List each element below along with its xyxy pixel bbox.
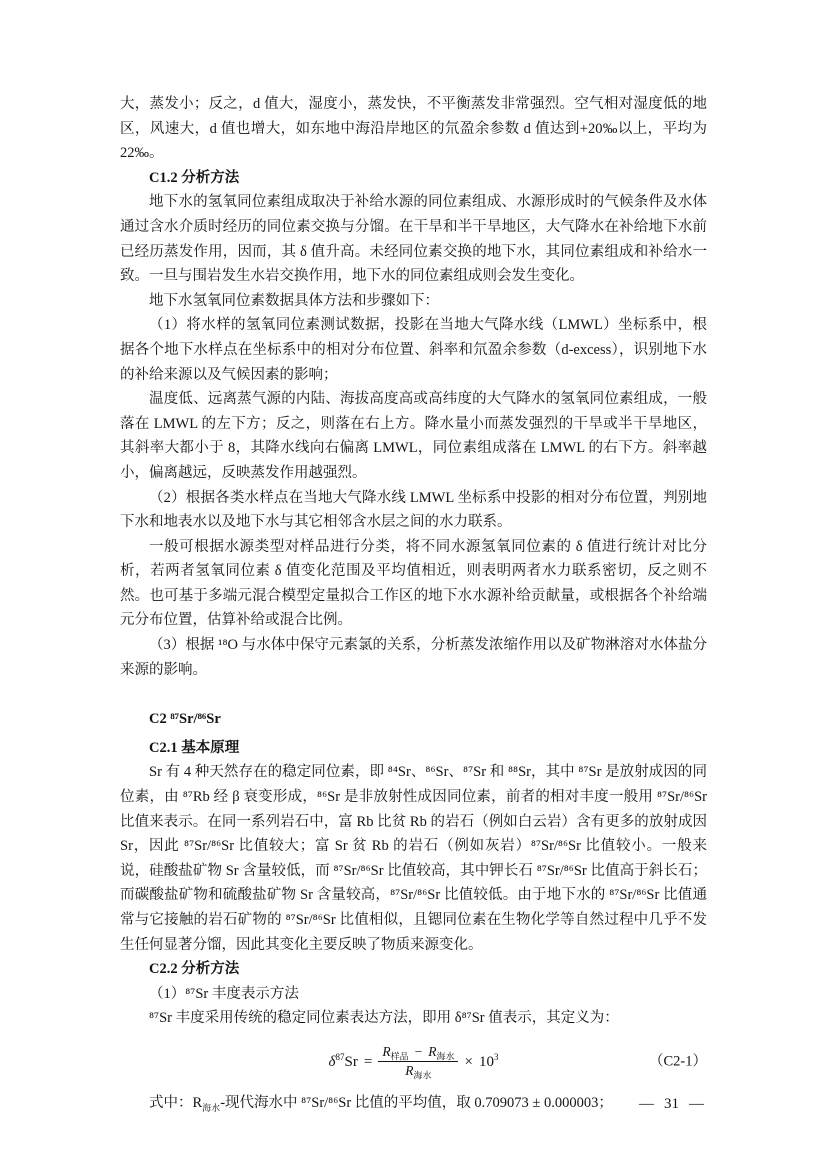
heading-c1-2: C1.2 分析方法 — [149, 169, 240, 186]
para-c21-1: Sr 有 4 种天然存在的稳定同位素，即 ⁸⁴Sr、⁸⁶Sr、⁸⁷Sr 和 ⁸⁸Sr，其中 ⁸⁷Sr 是放射成因的同位素，由 ⁸⁷Rb 经 β 衰变形成，⁸⁶Sr 是非放射性成因同位素，前者的相对丰度一般用 ⁸⁷Sr/⁸⁶Sr 比值来表示。在同一系列岩石中，富 Rb 比贫 Rb 的岩石（例如白云岩）含有更多的放射成因 Sr，因此 ⁸⁷Sr/⁸⁶Sr 比值较大；富 Sr 贫 Rb 的岩石（例如灰岩）⁸⁷Sr/⁸⁶Sr 比值较小。一般来说，硅酸盐矿物 Sr 含量较低，而 ⁸⁷Sr/⁸⁶Sr 比值较高，其中钾长石 ⁸⁷Sr/⁸⁶Sr 比值高于斜长石；而碳酸盐矿物和硫酸盐矿物 Sr 含量较高，⁸⁷Sr/⁸⁶Sr 比值较低。由于地下水的 ⁸⁷Sr/⁸⁶Sr 比值通常与它接触的岩石矿物的 ⁸⁷Sr/⁸⁶Sr 比值相似，且锶同位素在生物化学等自然过程中几乎不发生任何显著分馏，因此其变化主要反映了物质来源变化。 — [120, 764, 707, 953]
fraction — [378, 1044, 458, 1081]
page-number — [639, 1096, 704, 1113]
para-c22-2: ⁸⁷Sr 丰度采用传统的稳定同位素表达方法，即用 δ⁸⁷Sr 值表示，其定义为： — [149, 1010, 619, 1027]
where-note-subscript: 海水 — [202, 1102, 221, 1113]
isotope-superscript: 87 — [335, 1051, 345, 1062]
base-ten: 10 — [478, 1053, 494, 1070]
heading-c2-1: C2.1 基本原理 — [149, 739, 240, 756]
para-c12-5: （2）根据各类水样点在当地大气降水线 LMWL 坐标系中投影的相对分布位置，判别地下水和地表水以及地下水与其它相邻含水层之间的水力联系。 — [120, 489, 707, 531]
footer-page-number: 31 — [664, 1096, 679, 1112]
r-seawater-symbol: R — [428, 1043, 437, 1059]
para-c22-1: （1）⁸⁷Sr 丰度表示方法 — [149, 985, 299, 1002]
equals-sign: = — [363, 1053, 373, 1070]
r-sample-symbol: R — [382, 1043, 391, 1059]
where-note-prefix: 式中：R — [149, 1094, 203, 1111]
para-c12-2: 地下水氢氧同位素数据具体方法和步骤如下： — [149, 292, 439, 309]
heading-c2: C2 ⁸⁷Sr/⁸⁶Sr — [149, 711, 221, 728]
r-seawater-symbol: R — [405, 1063, 414, 1079]
para-c12-3: （1）将水样的氢氧同位素测试数据，投影在当地大气降水线（LMWL）坐标系中，根据各个地下水样点在坐标系中的相对分布位置、斜率和氘盈余参数（d-excess），识别地下水的补给来源以及气候因素的影响； — [120, 317, 707, 383]
heading-c2-2: C2.2 分析方法 — [149, 961, 240, 978]
seawater-subscript: 海水 — [413, 1071, 432, 1082]
sr-symbol: Sr — [344, 1053, 358, 1070]
para-where-note — [120, 1091, 707, 1116]
minus-sign: − — [414, 1043, 423, 1059]
page-content — [120, 92, 707, 1116]
equation-c2-1 — [120, 1039, 707, 1085]
seawater-subscript: 海水 — [436, 1051, 455, 1062]
para-continuation: 大，蒸发小；反之，d 值大，湿度小，蒸发快，不平衡蒸发非常强烈。空气相对湿度低的地区，风速大，d 值也增大，如东地中海沿岸地区的氘盈余参数 d 值达到+20‰以上，平均为 22‰。 — [120, 96, 707, 162]
footer-dash-right: — — [689, 1096, 704, 1112]
equation-body — [329, 1044, 499, 1081]
equation-number: （C2-1） — [649, 1053, 707, 1070]
exponent: 3 — [493, 1051, 499, 1062]
sample-subscript: 样品 — [390, 1051, 409, 1062]
multiply-sign: × — [464, 1053, 473, 1070]
equation-lhs — [329, 1050, 358, 1075]
where-note-text: -现代海水中 ⁸⁷Sr/⁸⁶Sr 比值的平均值，取 0.709073 ± 0.000003； — [220, 1094, 613, 1111]
fraction-denominator — [405, 1062, 431, 1080]
para-c12-7: （3）根据 ¹⁸O 与水体中保守元素氯的关系，分析蒸发浓缩作用以及矿物淋溶对水体盐分来源的影响。 — [120, 637, 707, 678]
para-c12-4: 温度低、远离蒸气源的内陆、海拔高度高或高纬度的大气降水的氢氧同位素组成，一般落在 LMWL 的左下方；反之，则落在右上方。降水量小而蒸发强烈的干旱或半干旱地区，其斜率大都小于 8，其降水线向右偏离 LMWL，同位素组成落在 LMWL 的右下方。斜率越小，偏离越远，反映蒸发作用越强烈。 — [120, 391, 707, 481]
footer-dash-left: — — [639, 1096, 654, 1112]
para-c12-1: 地下水的氢氧同位素组成取决于补给水源的同位素组成、水源形成时的气候条件及水体通过含水介质时经历的同位素交换与分馏。在干旱和半干旱地区，大气降水在补给地下水前已经历蒸发作用，因而，其 δ 值升高。未经同位素交换的地下水，其同位素组成和补给水一致。一旦与围岩发生水岩交换作用，地下水的同位素组成则会发生变化。 — [120, 194, 707, 285]
fraction-numerator — [378, 1044, 458, 1063]
para-c12-6: 一般可根据水源类型对样品进行分类，将不同水源氢氧同位素的 δ 值进行统计对比分析，若两者氢氧同位素 δ 值变化范围及平均值相近，则表明两者水力联系密切，反之则不然。也可基于多端元混合模型定量拟合工作区的地下水水源补给贡献量，或根据各个补给端元分布位置，估算补给或混合比例。 — [120, 538, 707, 629]
delta-symbol: δ — [328, 1053, 336, 1070]
power-of-ten — [479, 1050, 499, 1075]
